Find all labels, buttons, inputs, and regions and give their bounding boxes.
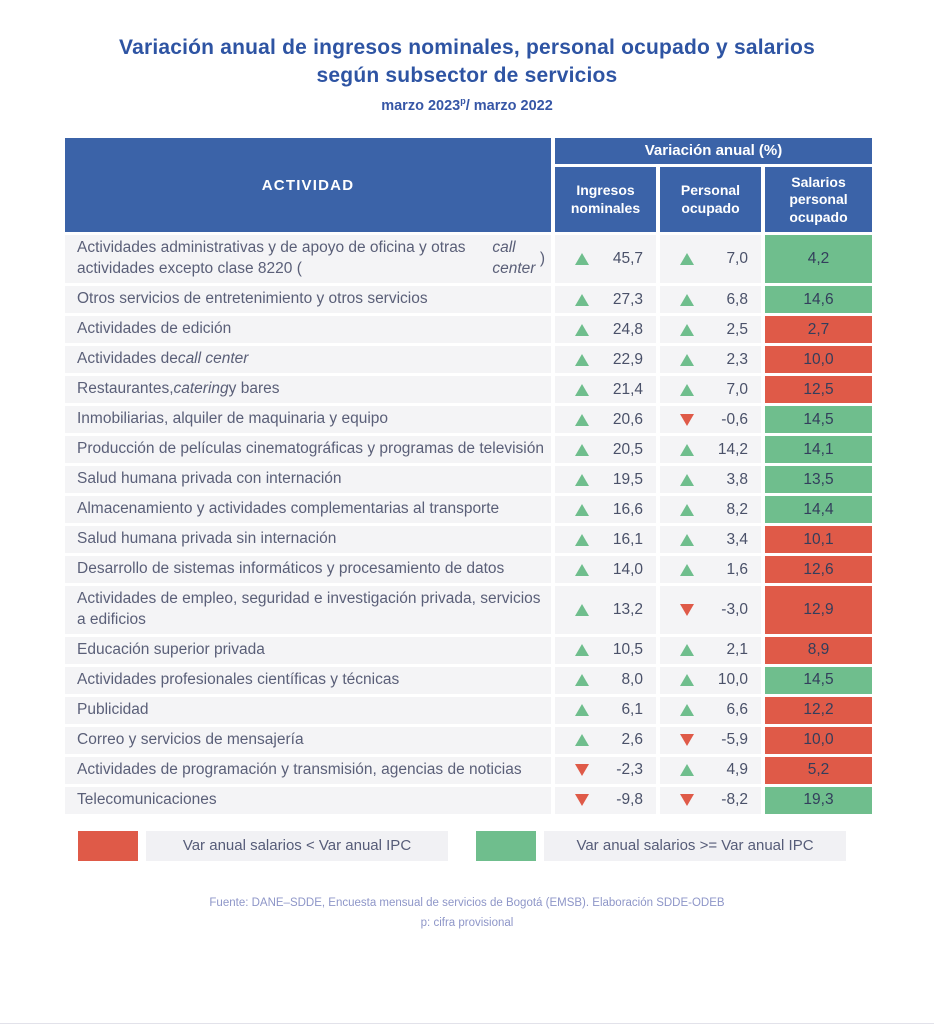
- ingresos-cell: [555, 286, 656, 313]
- ingresos-cell: [555, 346, 656, 373]
- legend-red-label: Var anual salarios < Var anual IPC: [146, 831, 448, 861]
- activity-cell: Correo y servicios de mensajería: [65, 727, 551, 754]
- trend-arrow-icon: [680, 534, 694, 546]
- table-body: [65, 235, 872, 814]
- personal-cell: [660, 637, 761, 664]
- activity-cell: Actividades de edición: [65, 316, 551, 343]
- personal-value: 10,0: [717, 671, 748, 689]
- trend-arrow-icon: [575, 504, 589, 516]
- personal-cell: [660, 727, 761, 754]
- ingresos-cell: [555, 316, 656, 343]
- ingresos-value: 22,9: [612, 350, 643, 368]
- personal-value: 2,5: [726, 320, 748, 338]
- personal-cell: [660, 286, 761, 313]
- trend-arrow-icon: [575, 253, 589, 265]
- table-row: [65, 526, 872, 553]
- salarios-value: 12,6: [803, 560, 834, 578]
- ingresos-cell: [555, 787, 656, 814]
- personal-cell: [660, 667, 761, 694]
- salarios-value: 5,2: [807, 761, 830, 779]
- activity-cell: Actividades de call center: [65, 346, 551, 373]
- table-row: [65, 436, 872, 463]
- personal-value: 7,0: [726, 250, 748, 268]
- personal-cell: [660, 436, 761, 463]
- table-row: [65, 586, 872, 634]
- page-subtitle: [0, 96, 934, 114]
- table-row: [65, 466, 872, 493]
- trend-arrow-icon: [575, 764, 589, 776]
- salarios-cell: [765, 787, 872, 814]
- trend-arrow-icon: [575, 474, 589, 486]
- activity-cell: Desarrollo de sistemas informáticos y procesamiento de datos: [65, 556, 551, 583]
- page-title-line2: según subsector de servicios: [316, 63, 618, 87]
- salarios-cell: [765, 637, 872, 664]
- salarios-cell: [765, 496, 872, 523]
- salarios-value: 14,5: [803, 671, 834, 689]
- page-title-line1: Variación anual de ingresos nominales, personal ocupado y salarios: [119, 36, 815, 59]
- personal-cell: [660, 466, 761, 493]
- subtitle-suffix: / marzo 2022: [465, 98, 553, 115]
- ingresos-cell: [555, 637, 656, 664]
- salarios-value: 10,0: [803, 350, 834, 368]
- ingresos-value: -2,3: [616, 761, 643, 779]
- personal-cell: [660, 787, 761, 814]
- salarios-cell: [765, 406, 872, 433]
- source-note: Fuente: DANE–SDDE, Encuesta mensual de servicios de Bogotá (EMSB). Elaboración SDDE-ODEB: [209, 896, 725, 909]
- personal-value: 3,8: [726, 470, 748, 488]
- variation-table: [65, 138, 872, 814]
- personal-value: -0,6: [721, 410, 748, 428]
- personal-value: 4,9: [726, 761, 748, 779]
- trend-arrow-icon: [575, 294, 589, 306]
- trend-arrow-icon: [575, 534, 589, 546]
- trend-arrow-icon: [680, 734, 694, 746]
- table-header: [65, 138, 872, 232]
- ingresos-value: 21,4: [612, 380, 643, 398]
- personal-value: 2,3: [726, 350, 748, 368]
- trend-arrow-icon: [575, 734, 589, 746]
- personal-value: -5,9: [721, 731, 748, 749]
- trend-arrow-icon: [680, 253, 694, 265]
- ingresos-value: 20,5: [612, 440, 643, 458]
- salarios-cell: [765, 436, 872, 463]
- trend-arrow-icon: [575, 384, 589, 396]
- personal-cell: [660, 697, 761, 724]
- ingresos-cell: [555, 727, 656, 754]
- ingresos-cell: [555, 586, 656, 634]
- ingresos-value: 27,3: [612, 290, 643, 308]
- activity-cell: Otros servicios de entretenimiento y otros servicios: [65, 286, 551, 313]
- trend-arrow-icon: [680, 674, 694, 686]
- personal-value: 14,2: [717, 440, 748, 458]
- salarios-value: 13,5: [803, 470, 834, 488]
- activity-cell: Producción de películas cinematográficas y programas de televisión: [65, 436, 551, 463]
- personal-cell: [660, 757, 761, 784]
- ingresos-value: 16,6: [612, 500, 643, 518]
- salarios-value: 8,9: [807, 641, 830, 659]
- trend-arrow-icon: [575, 564, 589, 576]
- trend-arrow-icon: [680, 504, 694, 516]
- trend-arrow-icon: [575, 794, 589, 806]
- salarios-value: 14,4: [803, 500, 834, 518]
- salarios-cell: [765, 466, 872, 493]
- trend-arrow-icon: [575, 324, 589, 336]
- legend-red-swatch: [78, 831, 138, 861]
- ingresos-value: 24,8: [612, 320, 643, 338]
- table-row: [65, 346, 872, 373]
- personal-cell: [660, 586, 761, 634]
- table-row: [65, 376, 872, 403]
- ingresos-value: 16,1: [612, 530, 643, 548]
- table-row: [65, 235, 872, 283]
- legend-green-swatch: [476, 831, 536, 861]
- table-row: [65, 316, 872, 343]
- ingresos-value: 20,6: [612, 410, 643, 428]
- ingresos-cell: [555, 667, 656, 694]
- table-row: [65, 787, 872, 814]
- table-row: [65, 556, 872, 583]
- salarios-cell: [765, 346, 872, 373]
- activity-cell: Actividades de programación y transmisión, agencias de noticias: [65, 757, 551, 784]
- personal-cell: [660, 496, 761, 523]
- salarios-value: 4,2: [807, 250, 830, 268]
- table-row: [65, 727, 872, 754]
- ingresos-cell: [555, 697, 656, 724]
- trend-arrow-icon: [680, 644, 694, 656]
- salarios-value: 14,5: [803, 410, 834, 428]
- salarios-cell: [765, 316, 872, 343]
- trend-arrow-icon: [680, 294, 694, 306]
- activity-cell: Actividades administrativas y de apoyo de oficina y otras actividades excepto clase 8220 ( call center ): [65, 235, 551, 283]
- trend-arrow-icon: [575, 674, 589, 686]
- subtitle-prefix: marzo 2023: [381, 98, 461, 115]
- personal-value: 1,6: [726, 560, 748, 578]
- trend-arrow-icon: [680, 704, 694, 716]
- salarios-value: 2,7: [807, 320, 830, 338]
- personal-cell: [660, 346, 761, 373]
- personal-cell: [660, 406, 761, 433]
- trend-arrow-icon: [575, 414, 589, 426]
- ingresos-cell: [555, 556, 656, 583]
- trend-arrow-icon: [575, 444, 589, 456]
- ingresos-cell: [555, 235, 656, 283]
- salarios-cell: [765, 556, 872, 583]
- trend-arrow-icon: [680, 794, 694, 806]
- ingresos-cell: [555, 466, 656, 493]
- col-header-personal: Personal ocupado: [660, 167, 761, 232]
- salarios-cell: [765, 727, 872, 754]
- salarios-cell: [765, 667, 872, 694]
- activity-cell: Actividades de empleo, seguridad e investigación privada, servicios a edificios: [65, 586, 551, 634]
- ingresos-cell: [555, 526, 656, 553]
- table-row: [65, 667, 872, 694]
- salarios-cell: [765, 286, 872, 313]
- activity-cell: Inmobiliarias, alquiler de maquinaria y equipo: [65, 406, 551, 433]
- ingresos-cell: [555, 406, 656, 433]
- ingresos-value: 45,7: [612, 250, 643, 268]
- column-headers: [555, 167, 872, 232]
- variation-header-group: [555, 138, 872, 232]
- trend-arrow-icon: [575, 644, 589, 656]
- personal-value: 6,8: [726, 290, 748, 308]
- trend-arrow-icon: [680, 474, 694, 486]
- table-row: [65, 637, 872, 664]
- trend-arrow-icon: [680, 444, 694, 456]
- salarios-cell: [765, 235, 872, 283]
- salarios-value: 12,2: [803, 701, 834, 719]
- legend: [78, 831, 934, 861]
- ingresos-value: -9,8: [616, 791, 643, 809]
- footer: [0, 893, 934, 933]
- personal-value: -8,2: [721, 791, 748, 809]
- salarios-value: 14,6: [803, 290, 834, 308]
- trend-arrow-icon: [575, 704, 589, 716]
- activity-cell: Salud humana privada con internación: [65, 466, 551, 493]
- salarios-cell: [765, 757, 872, 784]
- personal-value: -3,0: [721, 601, 748, 619]
- trend-arrow-icon: [680, 604, 694, 616]
- trend-arrow-icon: [680, 324, 694, 336]
- salarios-cell: [765, 376, 872, 403]
- ingresos-value: 13,2: [612, 601, 643, 619]
- activity-cell: Educación superior privada: [65, 637, 551, 664]
- table-row: [65, 757, 872, 784]
- trend-arrow-icon: [680, 564, 694, 576]
- salarios-value: 12,5: [803, 380, 834, 398]
- provisional-note: p: cifra provisional: [420, 917, 514, 930]
- personal-value: 6,6: [726, 701, 748, 719]
- ingresos-value: 2,6: [621, 731, 643, 749]
- group-header: Variación anual (%): [555, 138, 872, 164]
- salarios-cell: [765, 526, 872, 553]
- activity-column-header: ACTIVIDAD: [65, 138, 551, 232]
- salarios-cell: [765, 586, 872, 634]
- ingresos-cell: [555, 436, 656, 463]
- table-row: [65, 496, 872, 523]
- salarios-value: 10,0: [803, 731, 834, 749]
- personal-cell: [660, 235, 761, 283]
- ingresos-value: 10,5: [612, 641, 643, 659]
- trend-arrow-icon: [680, 414, 694, 426]
- personal-value: 3,4: [726, 530, 748, 548]
- trend-arrow-icon: [575, 354, 589, 366]
- personal-cell: [660, 556, 761, 583]
- ingresos-value: 8,0: [621, 671, 643, 689]
- salarios-value: 12,9: [803, 601, 834, 619]
- activity-cell: Almacenamiento y actividades complementarias al transporte: [65, 496, 551, 523]
- personal-value: 8,2: [726, 500, 748, 518]
- salarios-cell: [765, 697, 872, 724]
- salarios-value: 14,1: [803, 440, 834, 458]
- ingresos-cell: [555, 496, 656, 523]
- title-block: [0, 0, 934, 114]
- table-row: [65, 406, 872, 433]
- salarios-value: 10,1: [803, 530, 834, 548]
- personal-value: 7,0: [726, 380, 748, 398]
- ingresos-value: 14,0: [612, 560, 643, 578]
- ingresos-cell: [555, 376, 656, 403]
- table-row: [65, 286, 872, 313]
- trend-arrow-icon: [680, 354, 694, 366]
- personal-cell: [660, 376, 761, 403]
- trend-arrow-icon: [575, 604, 589, 616]
- subtitle-provisional-mark: p: [460, 96, 466, 107]
- ingresos-value: 19,5: [612, 470, 643, 488]
- trend-arrow-icon: [680, 384, 694, 396]
- trend-arrow-icon: [680, 764, 694, 776]
- personal-cell: [660, 526, 761, 553]
- activity-cell: Salud humana privada sin internación: [65, 526, 551, 553]
- activity-cell: Restaurantes, catering y bares: [65, 376, 551, 403]
- personal-cell: [660, 316, 761, 343]
- activity-cell: Publicidad: [65, 697, 551, 724]
- ingresos-cell: [555, 757, 656, 784]
- col-header-salarios: Salarios personal ocupado: [765, 167, 872, 232]
- activity-cell: Actividades profesionales científicas y técnicas: [65, 667, 551, 694]
- table-row: [65, 697, 872, 724]
- col-header-ingresos: Ingresos nominales: [555, 167, 656, 232]
- salarios-value: 19,3: [803, 791, 834, 809]
- personal-value: 2,1: [726, 641, 748, 659]
- legend-green-label: Var anual salarios >= Var anual IPC: [544, 831, 846, 861]
- ingresos-value: 6,1: [621, 701, 643, 719]
- activity-cell: Telecomunicaciones: [65, 787, 551, 814]
